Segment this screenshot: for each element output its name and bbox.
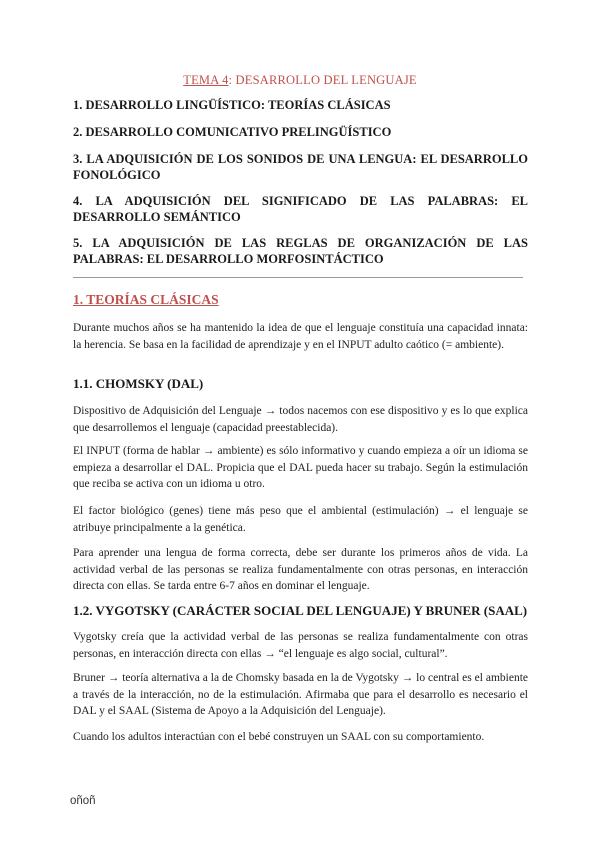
paragraph: Dispositivo de Adquisición del Lenguaje → todos nacemos con ese dispositivo y es lo que explica que desarrollemos el lenguaje (capacidad preestablecida). bbox=[73, 405, 528, 434]
paragraph: Durante muchos años se ha mantenido la idea de que el lenguaje constituía una capacidad innata: la herencia. Se basa en la facilidad de aprendizaje y en el INPUT adulto caótico (= ambiente). bbox=[73, 322, 528, 351]
toc-item: 3. LA ADQUISICIÓN DE LOS SONIDOS DE UNA LENGUA: EL DESARROLLO FONOLÓGICO bbox=[73, 152, 528, 182]
footer-mark: oñoñ bbox=[70, 795, 96, 807]
subsection-heading: 1.1. CHOMSKY (DAL) bbox=[73, 376, 204, 391]
toc-item: 1. DESARROLLO LINGÜÍSTICO: TEORÍAS CLÁSICAS bbox=[73, 98, 391, 112]
toc-item: 4. LA ADQUISICIÓN DEL SIGNIFICADO DE LAS PALABRAS: EL DESARROLLO SEMÁNTICO bbox=[73, 194, 528, 224]
paragraph: Para aprender una lengua de forma correcta, debe ser durante los primeros años de vida. La actividad verbal de las personas se realiza fundamentalmente con otras personas, en interacción directa con ellas. Se tarda entre 6-7 años en dominar el lenguaje. bbox=[73, 547, 528, 592]
document-title bbox=[0, 73, 600, 88]
section-heading: 1. TEORÍAS CLÁSICAS bbox=[73, 292, 219, 307]
paragraph: Cuando los adultos interactúan con el bebé construyen un SAAL con su comportamiento. bbox=[73, 731, 485, 743]
title-topic-number: TEMA 4 bbox=[183, 73, 229, 87]
toc-item: 2. DESARROLLO COMUNICATIVO PRELINGÜÍSTICO bbox=[73, 125, 392, 139]
paragraph: Vygotsky creía que la actividad verbal de las personas se realiza fundamentalmente con otras personas, en interacción directa con ellas → “el lenguaje es algo social, cultural”. bbox=[73, 631, 528, 660]
title-topic-name: : DESARROLLO DEL LENGUAJE bbox=[228, 73, 417, 87]
toc-item: 5. LA ADQUISICIÓN DE LAS REGLAS DE ORGANIZACIÓN DE LAS PALABRAS: EL DESARROLLO MORFOSINTÁCTICO bbox=[73, 236, 528, 266]
paragraph: Bruner → teoría alternativa a la de Chomsky basada en la de Vygotsky → lo central es el ambiente a través de la interacción, no de la estimulación. Afirmaba que para el desarrollo es necesario el DAL y el SAAL (Sistema de Apoyo a la Adquisición del Lenguaje). bbox=[73, 672, 528, 717]
paragraph: El INPUT (forma de hablar → ambiente) es sólo informativo y cuando empieza a oír un idioma se empieza a desarrollar el DAL. Propicia que el DAL pueda hacer su trabajo. Según la estimulación que reciba se activa con un idioma u otro. bbox=[73, 445, 528, 490]
paragraph: El factor biológico (genes) tiene más peso que el ambiental (estimulación) → el lenguaje se atribuye principalmente a la genética. bbox=[73, 505, 528, 534]
subsection-heading: 1.2. VYGOTSKY (CARÁCTER SOCIAL DEL LENGUAJE) Y BRUNER (SAAL) bbox=[73, 603, 528, 618]
divider bbox=[73, 277, 523, 278]
